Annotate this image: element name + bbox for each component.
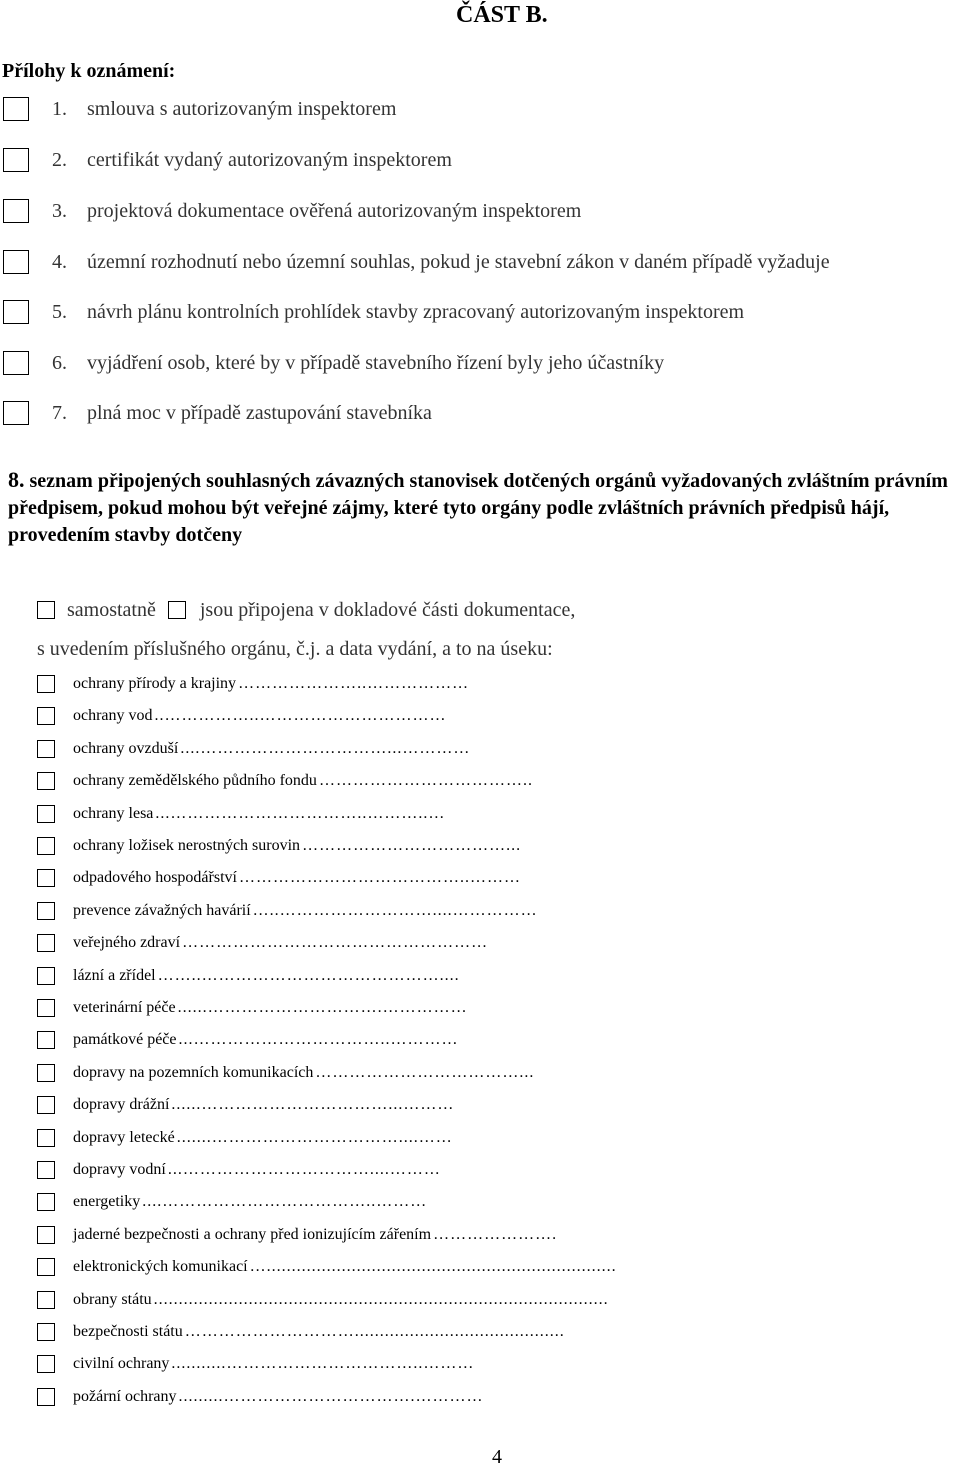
agency-row xyxy=(37,704,937,728)
agency-fill-line: .........…………………………….………… xyxy=(178,1388,484,1405)
agency-fill-line: ........................................................................................... xyxy=(153,1291,609,1308)
submission-choice xyxy=(37,596,575,624)
agency-label: obrany státu xyxy=(73,1291,152,1308)
agency-fill-line: ....……………………………...………… xyxy=(180,740,471,757)
agency-checkbox[interactable] xyxy=(37,1031,55,1049)
item-number: 7. xyxy=(52,401,67,424)
agency-intro: s uvedením příslušného orgánu, č.j. a data vydání, a to na úseku: xyxy=(37,638,553,660)
agency-fill-line: ……………………………………………… xyxy=(182,934,489,951)
agency-checkbox[interactable] xyxy=(37,902,55,920)
item-number: 5. xyxy=(52,300,67,323)
agency-fill-line: ......……………………………...……… xyxy=(171,1096,455,1113)
agency-label: civilní ochrany xyxy=(73,1355,170,1372)
agency-label: ochrany zemědělského půdního fondu xyxy=(73,772,317,789)
attachment-checkbox-1[interactable] xyxy=(3,97,29,121)
attachment-checkbox-5[interactable] xyxy=(3,300,29,324)
item-text: smlouva s autorizovaným inspektorem xyxy=(87,97,397,120)
agency-row xyxy=(37,866,937,890)
agency-label: dopravy drážní xyxy=(73,1096,170,1113)
agency-row xyxy=(37,834,937,858)
agency-row xyxy=(37,1190,937,1214)
attached-label: jsou připojena v dokladové části dokumentace, xyxy=(199,598,576,621)
attached-checkbox[interactable] xyxy=(168,601,186,619)
attachment-checkbox-7[interactable] xyxy=(3,401,29,425)
agency-checkbox[interactable] xyxy=(37,805,55,823)
agency-checkbox[interactable] xyxy=(37,869,55,887)
agency-row xyxy=(37,1352,937,1376)
agency-label: památkové péče xyxy=(73,1031,177,1048)
agency-checkbox[interactable] xyxy=(37,675,55,693)
agency-row xyxy=(37,1385,937,1409)
agency-checkbox[interactable] xyxy=(37,1161,55,1179)
agency-checkbox[interactable] xyxy=(37,772,55,790)
attachment-checkbox-3[interactable] xyxy=(3,199,29,223)
agency-checkbox[interactable] xyxy=(37,967,55,985)
agency-checkbox[interactable] xyxy=(37,934,55,952)
agency-fill-line: ..……………..…………………………… xyxy=(154,707,447,724)
page-number: 4 xyxy=(492,1446,502,1468)
agency-row xyxy=(37,899,937,923)
item-text: návrh plánu kontrolních prohlídek stavby zpracovaný autorizovaným inspektorem xyxy=(87,300,745,323)
section-8-text xyxy=(8,466,958,549)
agency-row xyxy=(37,737,937,761)
agency-fill-line: ……..…………………………………….... xyxy=(157,967,460,984)
agency-row xyxy=(37,1320,937,1344)
agency-fill-line: ...……………………………..………… xyxy=(178,1031,459,1048)
agency-fill-line: ...……………………………....……… xyxy=(167,1161,441,1178)
agency-label: dopravy letecké xyxy=(73,1129,175,1146)
agency-label: ochrany ovzduší xyxy=(73,740,179,757)
agency-fill-line: ………………………………... xyxy=(302,837,522,854)
agency-fill-line: ………………………….......................................... xyxy=(184,1323,565,1340)
item-text: územní rozhodnutí nebo územní souhlas, pokud je stavební zákon v daném případě vyžaduje xyxy=(87,250,830,273)
agency-label: ochrany ložisek nerostných surovin xyxy=(73,837,301,854)
agency-row xyxy=(37,1158,937,1182)
agency-row xyxy=(37,1288,937,1312)
agency-fill-line: ....………………………………..……… xyxy=(142,1193,428,1210)
agency-label: dopravy na pozemních komunikacích xyxy=(73,1064,314,1081)
agency-label: bezpečnosti státu xyxy=(73,1323,183,1340)
attachment-item-5 xyxy=(0,298,745,326)
agency-label: veřejného zdraví xyxy=(73,934,181,951)
agency-label: odpadového hospodářství xyxy=(73,869,237,886)
agency-label: požární ochrany xyxy=(73,1388,177,1405)
agency-fill-line: ......………………………….…………… xyxy=(177,999,468,1016)
item-number: 6. xyxy=(52,351,67,374)
attachment-item-6 xyxy=(0,349,665,377)
agency-row xyxy=(37,996,937,1020)
agency-checkbox[interactable] xyxy=(37,1323,55,1341)
agency-row xyxy=(37,1061,937,1085)
agency-checkbox[interactable] xyxy=(37,837,55,855)
attachment-item-3 xyxy=(0,197,582,225)
part-title: ČÁST B. xyxy=(456,2,548,28)
agency-row xyxy=(37,802,937,826)
agency-row xyxy=(37,964,937,988)
agency-fill-line: …..………………………....…………… xyxy=(252,902,538,919)
attachment-item-7 xyxy=(0,399,432,427)
attachment-item-2 xyxy=(0,146,452,174)
agency-checkbox[interactable] xyxy=(37,1388,55,1406)
agency-checkbox[interactable] xyxy=(37,1355,55,1373)
item-text: certifikát vydaný autorizovaným inspektorem xyxy=(87,148,452,171)
item-text: projektová dokumentace ověřená autorizovaným inspektorem xyxy=(87,199,582,222)
agency-label: ochrany lesa xyxy=(73,805,154,822)
agency-row xyxy=(37,1223,937,1247)
agency-row xyxy=(37,769,937,793)
agency-fill-line: …………………..……………… xyxy=(238,675,470,692)
agency-checkbox[interactable] xyxy=(37,1096,55,1114)
separately-checkbox[interactable] xyxy=(37,601,55,619)
attachment-checkbox-6[interactable] xyxy=(3,351,29,375)
agency-label: veterinární péče xyxy=(73,999,176,1016)
agency-row xyxy=(37,931,937,955)
item-number: 1. xyxy=(52,97,67,120)
agency-checkbox[interactable] xyxy=(37,707,55,725)
agency-row xyxy=(37,1028,937,1052)
item-text: vyjádření osob, které by v případě stavebního řízení byly jeho účastníky xyxy=(87,351,665,374)
attachment-item-1 xyxy=(0,95,397,123)
section-8-number: 8. xyxy=(8,467,25,492)
agency-row xyxy=(37,672,937,696)
section-8-description: seznam připojených souhlasných závazných stanovisek dotčených orgánů vyžadovaných zvláštním právním předpisem, pokud mohou být veřejné zájmy, které tyto orgány podle zvláštních právních předpisů hájí, provedením stavby dotčeny xyxy=(8,470,948,546)
agency-label: dopravy vodní xyxy=(73,1161,166,1178)
agency-checkbox[interactable] xyxy=(37,1193,55,1211)
agency-fill-line: ...........……………………………..……… xyxy=(171,1355,475,1372)
agency-fill-line: ...……………………………..………..… xyxy=(155,805,446,822)
agency-label: prevence závažných havárií xyxy=(73,902,251,919)
agency-checkbox[interactable] xyxy=(37,740,55,758)
agency-checkbox[interactable] xyxy=(37,999,55,1017)
agency-fill-line: …………………. xyxy=(433,1226,558,1243)
agency-fill-line: ………………………………... xyxy=(315,1064,535,1081)
agency-label: ochrany vod xyxy=(73,707,153,724)
attachment-checkbox-4[interactable] xyxy=(3,250,29,274)
agency-label: energetiky xyxy=(73,1193,141,1210)
agency-row xyxy=(37,1255,937,1279)
agency-row xyxy=(37,1093,937,1117)
agency-label: jaderné bezpečnosti a ochrany před ionizujícím zářením xyxy=(73,1226,432,1243)
agency-checkbox[interactable] xyxy=(37,1226,55,1244)
agency-checkbox[interactable] xyxy=(37,1258,55,1276)
agency-fill-line: …...................................................................... xyxy=(249,1258,617,1275)
item-number: 4. xyxy=(52,250,67,273)
agency-checkbox[interactable] xyxy=(37,1291,55,1309)
agency-row xyxy=(37,1126,937,1150)
attachments-title: Přílohy k oznámení: xyxy=(2,60,176,82)
agency-checkbox[interactable] xyxy=(37,1129,55,1147)
agency-fill-line: …………………………………..……… xyxy=(238,869,521,886)
item-number: 3. xyxy=(52,199,67,222)
agency-label: lázní a zřídel xyxy=(73,967,156,984)
item-text: plná moc v případě zastupování stavebníka xyxy=(87,401,432,424)
separately-label: samostatně xyxy=(67,598,156,621)
attachment-item-4 xyxy=(0,248,830,276)
agency-checkbox[interactable] xyxy=(37,1064,55,1082)
agency-label: elektronických komunikací xyxy=(73,1258,248,1275)
agency-fill-line: ……………………………….. xyxy=(318,772,533,789)
agency-fill-line: .......……………………………....…… xyxy=(176,1129,453,1146)
attachment-checkbox-2[interactable] xyxy=(3,148,29,172)
item-number: 2. xyxy=(52,148,67,171)
agency-label: ochrany přírody a krajiny xyxy=(73,675,237,692)
